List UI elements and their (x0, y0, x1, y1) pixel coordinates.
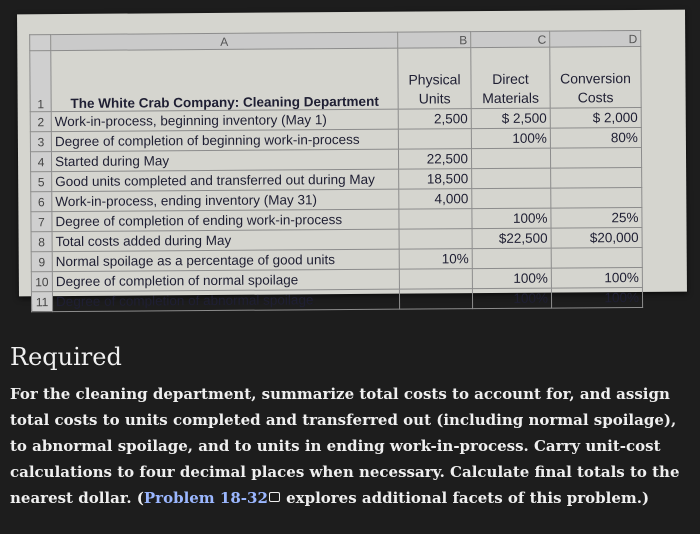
row-number: 9 (31, 252, 52, 272)
row-label: Degree of completion of normal spoilage (52, 269, 399, 291)
table-row (31, 287, 642, 311)
row-label: Degree of completion of beginning work-in-process (51, 129, 398, 151)
conversion-costs-cell (551, 247, 642, 268)
direct-materials-cell (472, 188, 551, 209)
column-header-a: A (51, 32, 398, 50)
direct-materials-cell: 100% (472, 268, 551, 289)
required-heading: Required (10, 343, 122, 371)
direct-materials-cell: $ 2,500 (471, 108, 550, 129)
physical-units-cell: 18,500 (399, 169, 472, 190)
table-header-row (30, 46, 641, 111)
conversion-costs-cell (551, 187, 642, 208)
conversion-costs-cell (551, 167, 642, 188)
row-label: Degree of completion of abnormal spoilage (52, 289, 399, 311)
physical-units-cell (399, 229, 472, 250)
column-header-c: C (471, 31, 550, 48)
column-header-d: D (550, 30, 641, 47)
direct-materials-cell (472, 168, 551, 189)
row-number: 1 (30, 51, 51, 112)
row-label: Degree of completion of ending work-in-process (52, 209, 399, 231)
physical-units-cell: 4,000 (399, 189, 472, 210)
row-number: 10 (31, 272, 52, 292)
physical-units-cell (399, 209, 472, 230)
problem-reference-link[interactable]: Problem 18-32 (143, 489, 268, 507)
required-instructions: For the cleaning department, summarize total costs to account for, and assign total costs to units completed and transferred out (including normal spoilage), to abnormal spoilage, and to units in ending work-in-process. Carry unit-cost calculations to four decimal places when necessary. Calculate final totals to the nearest dollar. (Problem 18-32 explores additional facets of this problem.) (10, 385, 680, 507)
conversion-costs-cell: 100% (551, 287, 642, 308)
conversion-costs-cell: 25% (551, 207, 642, 228)
direct-materials-cell: 100% (471, 128, 550, 149)
table-title: The White Crab Company: Cleaning Department (51, 48, 398, 111)
row-number: 11 (31, 292, 52, 312)
row-number: 3 (30, 132, 51, 152)
row-number: 8 (31, 232, 52, 252)
conversion-costs-cell: 100% (551, 267, 642, 288)
physical-units-cell: 10% (399, 249, 472, 270)
direct-materials-header: Direct Materials (471, 47, 550, 109)
row-number: 4 (30, 152, 51, 172)
conversion-costs-header: Conversion Costs (550, 46, 641, 108)
row-number: 7 (31, 212, 52, 232)
row-label: Work-in-process, ending inventory (May 31) (52, 189, 399, 211)
direct-materials-cell (471, 148, 550, 169)
physical-units-cell: 22,500 (398, 149, 471, 170)
row-label: Total costs added during May (52, 229, 399, 251)
required-section (10, 343, 680, 511)
row-label: Started during May (51, 149, 398, 171)
direct-materials-cell: 100% (472, 288, 551, 309)
row-label: Work-in-process, beginning inventory (May 1) (51, 109, 398, 131)
direct-materials-cell (472, 248, 551, 269)
physical-units-cell: 2,500 (398, 109, 471, 130)
conversion-costs-cell: 80% (550, 127, 641, 148)
physical-units-cell (399, 269, 472, 290)
spreadsheet-table (29, 30, 643, 312)
physical-units-cell (399, 289, 472, 310)
physical-units-header: Physical Units (398, 48, 471, 110)
direct-materials-cell: $22,500 (472, 228, 551, 249)
row-label: Normal spoilage as a percentage of good units (52, 249, 399, 271)
external-link-icon[interactable] (269, 492, 280, 502)
physical-units-cell (398, 129, 471, 150)
conversion-costs-cell (550, 147, 641, 168)
row-label: Good units completed and transferred out during May (52, 169, 399, 191)
conversion-costs-cell: $ 2,000 (550, 107, 641, 128)
direct-materials-cell: 100% (472, 208, 551, 229)
conversion-costs-cell: $20,000 (551, 227, 642, 248)
row-number: 2 (30, 112, 51, 132)
spreadsheet-photo (17, 10, 687, 310)
column-header-b: B (398, 32, 471, 49)
row-number: 5 (31, 172, 52, 192)
row-number: 6 (31, 192, 52, 212)
